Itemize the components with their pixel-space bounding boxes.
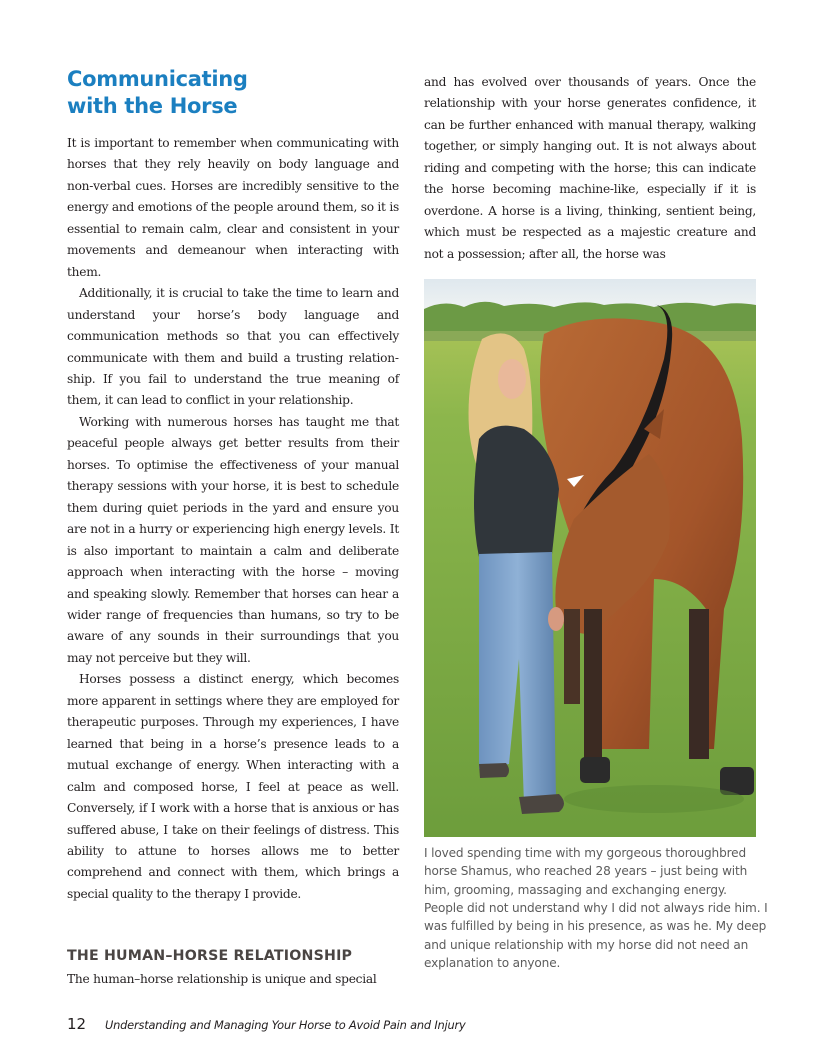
running-title: Understanding and Managing Your Horse to Avoid Pain and Injury <box>105 1018 466 1032</box>
paragraph-4: Horses possess a distinct energy, which becomes more apparent in settings where they are employed for therapeutic purposes. Through my experiences, I have learned that being in a horse’s presence leads to a mutual exchange of energy. When interacting with a calm and composed horse, I feel at peace as well. Conversely, if I work with a horse that is anxious or has suffered abuse, I take on their feelings of distress. This ability to attune to horses allows me to better comprehend and connect with them, which brings a special quality to the therapy I provide. <box>67 672 399 901</box>
photo-caption: I loved spending time with my gorgeous thoroughbred horse Shamus, who reached 28 years – just being with him, grooming, massaging and exchanging energy. People did not understand why I did not always ride him. I was fulfilled by being in his presence, as was he. My deep and unique relationship with my horse did not need an explanation to anyone. <box>424 846 768 971</box>
paragraph-3: Working with numerous horses has taught me that peaceful people always get better results from their horses. To optimise the effectiveness of your manual therapy sessions with your horse, it is best to schedule them during quiet periods in the yard and ensure you are not in a hurry or experiencing high energy levels. It is also important to maintain a calm and deliberate approach when interacting with the horse – moving and speaking slowly. Remember that horses can hear a wider range of frequencies than humans, so try to be aware of any sounds in their surroundings that you may not perceive but they will. <box>67 414 399 665</box>
chapter-title <box>67 66 399 120</box>
chapter-title-line-2: with the Horse <box>67 94 238 118</box>
photo-illustration <box>424 279 756 837</box>
right-column <box>424 72 756 265</box>
right-column-paragraph: and has evolved over thousands of years. Once the relationship with your horse generates confidence, it can be further enhanced with manual therapy, walking together, or simply hanging out. It is not always about riding and competing with the horse; this can indicate the horse becoming machine-like, especially if it is overdone. A horse is a living, thinking, sentient being, which must be respected as a majestic creature and not a possession; after all, the horse was <box>424 75 756 261</box>
page-footer <box>67 1015 767 1035</box>
chapter-title-line-1: Communicating <box>67 67 248 91</box>
section-first-line: The human–horse relationship is unique and special <box>67 972 377 986</box>
photo-woman-with-horse <box>424 279 756 837</box>
paragraph-1: It is important to remember when communicating with horses that they rely heavily on body language and non-verbal cues. Horses are incredibly sensitive to the energy and emotions of the people around them, so it is essential to remain calm, clear and consistent in your movements and demeanour when interacting with them. <box>67 136 399 279</box>
paragraph-2: Additionally, it is crucial to take the time to learn and understand your horse’s body language and communication methods so that you can effectively communicate with them and build a trusting relationship. If you fail to understand the true meaning of them, it can lead to conflict in your relationship. <box>67 286 399 408</box>
section-heading: THE HUMAN–HORSE RELATIONSHIP <box>67 948 353 964</box>
page-number: 12 <box>67 1015 87 1033</box>
left-column <box>67 66 399 905</box>
